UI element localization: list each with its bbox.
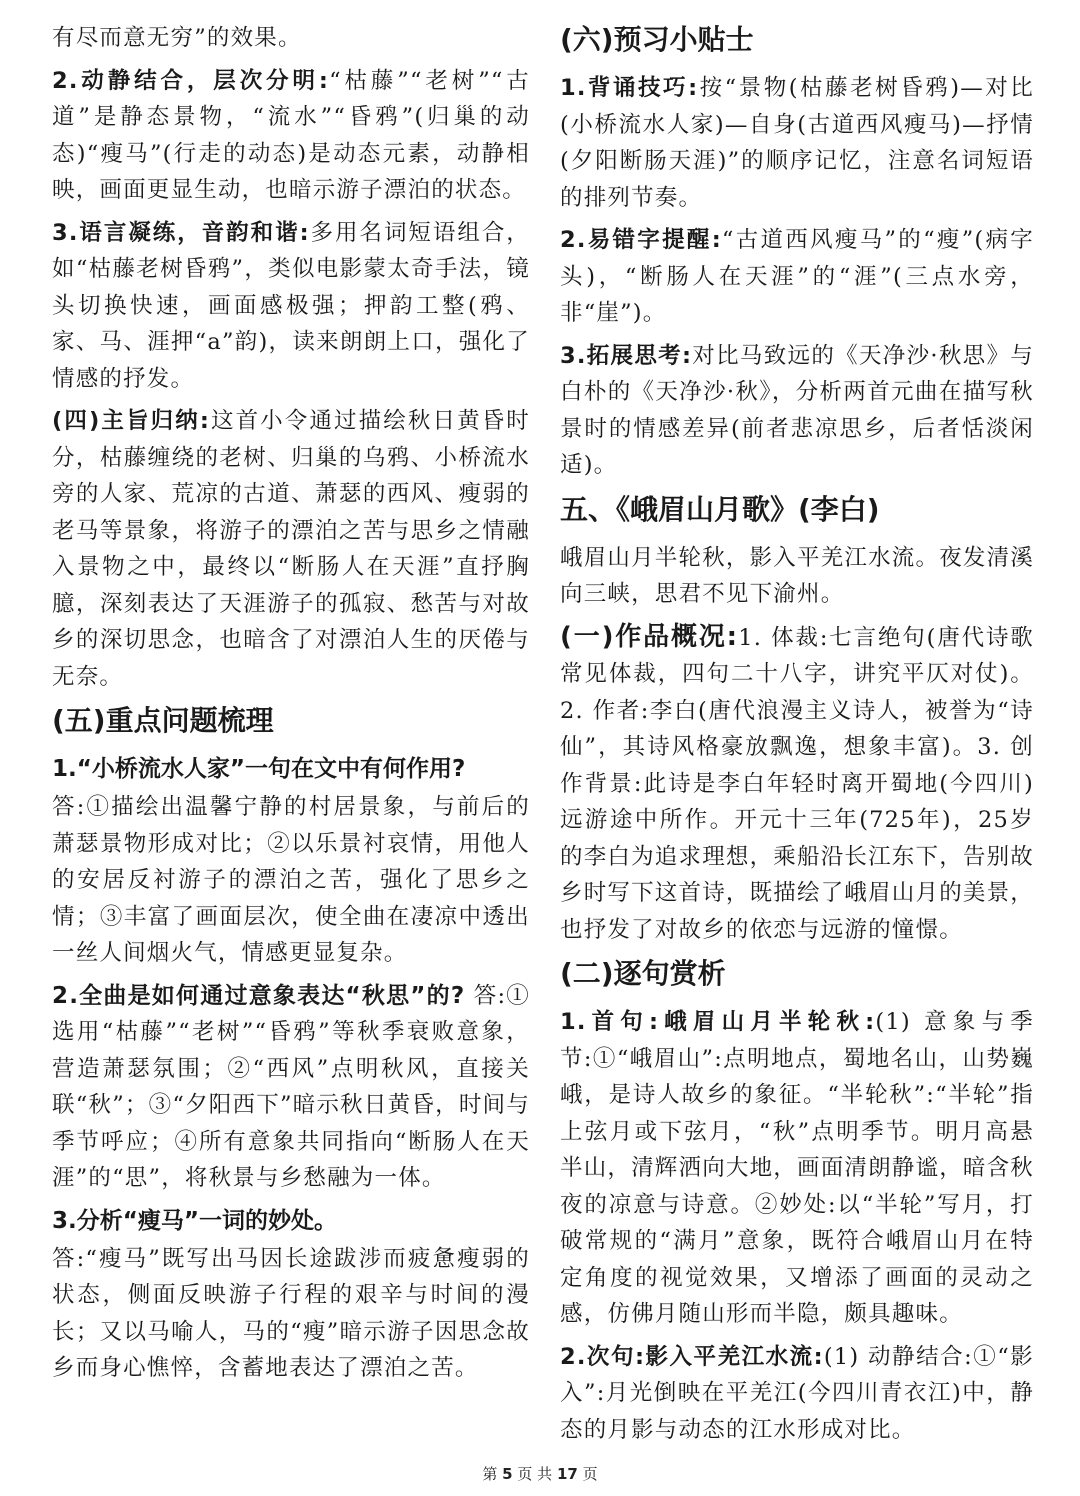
poem-lines: 峨眉山月半轮秋，影入平羌江水流。夜发清溪向三峡，思君不见下渝州。 <box>560 544 1035 607</box>
answer-paragraph <box>52 789 530 972</box>
point-heading: 3.语言凝练，音韵和谐: <box>52 219 310 246</box>
left-column <box>52 20 530 1393</box>
line1-analysis <box>560 1004 1034 1333</box>
paragraph-text: 有尽而意无穷”的效果。 <box>52 25 302 51</box>
analysis-text: (1) 意象与季节:①“峨眉山”:点明地点，蜀地名山，山势巍峨，是诗人故乡的象征。“半轮秋”:“半轮”指上弦月或下弦月，“秋”点明季节。明月高悬半山，清辉洒向大地，画面清朗静谧，暗含秋夜的凉意与诗意。②妙处:以“半轮”写月，打破常规的“满月”意象，既符合峨眉山月在特定角度的视觉效果，又增添了画面的灵动之感，仿佛月随山形而半隐，颇具趣味。 <box>560 1009 1035 1327</box>
poem-text <box>560 540 1034 613</box>
total-pages: 17 <box>556 1465 578 1483</box>
paragraph-language <box>52 215 530 398</box>
page-number: 5 <box>502 1465 513 1483</box>
tip-heading: 3.拓展思考: <box>560 342 693 369</box>
line-heading: 1.首句:峨眉山月半轮秋: <box>560 1009 876 1035</box>
work-overview <box>560 619 1034 949</box>
question-heading: 3.分析“瘦马”一词的妙处。 <box>52 1207 337 1234</box>
overview-text: 1. 体裁:七言绝句(唐代诗歌常见体裁，四句二十八字，讲究平仄对仗)。2. 作者:李白(唐代浪漫主义诗人，被誉为“诗仙”，其诗风格豪放飘逸，想象丰富)。3. 创作背景:此诗是李白年轻时离开蜀地(今四川)远游途中所作。开元十三年(725年)，25岁的李白为追求理想，乘船沿长江东下，告别故乡时写下这首诗，既描绘了峨眉山月的美景，也抒发了对故乡的依恋与远游的憧憬。 <box>560 624 1035 943</box>
footer-middle: 页 共 <box>517 1465 553 1483</box>
paragraph-text: “枯藤”“老树”“古道”是静态景物，“流水”“昏鸦”(归巢的动态)“瘦马”(行走的动态)是动态元素，动静相映，画面更显生动，也暗示游子漂泊的状态。 <box>52 67 530 203</box>
line2-analysis <box>560 1339 1034 1449</box>
answer-text: 答:①选用“枯藤”“老树”“昏鸦”等秋季衰败意象，营造萧瑟氛围；②“西风”点明秋风，直接关联“秋”；③“夕阳西下”暗示秋日黄昏，时间与季节呼应；④所有意象共同指向“断肠人在天涯”的“思”，将秋景与乡愁融为一体。 <box>52 982 530 1191</box>
right-column <box>560 20 1034 1454</box>
tip-text: “古道西风瘦马”的“瘦”(病字头)，“断肠人在天涯”的“涯”(三点水旁，非“崖”)。 <box>560 227 1034 326</box>
analysis-text: (1) 动静结合:①“影入”:月光倒映在平羌江(今四川青衣江)中，静态的月影与动态的江水形成对比。 <box>560 1343 1034 1443</box>
tip-typo <box>560 222 1034 332</box>
answer-text: 答:①描绘出温馨宁静的村居景象，与前后的萧瑟景物形成对比；②以乐景衬哀情，用他人的安居反衬游子的漂泊之苦，强化了思乡之情；③丰富了画面层次，使全曲在凄凉中透出一丝人间烟火气，情感更显复杂。 <box>52 794 530 966</box>
footer-prefix: 第 <box>482 1465 498 1483</box>
answer-paragraph <box>52 1241 530 1387</box>
question-with-answer <box>52 978 530 1197</box>
line-heading: 2.次句:影入平羌江水流: <box>560 1343 824 1370</box>
paragraph-dynamic-static <box>52 63 530 209</box>
section-heading-tips: (六)预习小贴士 <box>560 23 754 56</box>
tip-extend <box>560 338 1034 484</box>
paragraph-continuation <box>52 20 530 57</box>
paragraph-text: 多用名词短语组合，如“枯藤老树昏鸦”，类似电影蒙太奇手法，镜头切换快速，画面感极强；押韵工整(鸦、家、马、涯押“a”韵)，读来朗朗上口，强化了情感的抒发。 <box>52 219 530 392</box>
tip-heading: 2.易错字提醒: <box>560 227 722 253</box>
tip-heading: 1.背诵技巧: <box>560 75 699 101</box>
question-heading: 1.“小桥流水人家”一句在文中有何作用? <box>52 756 466 782</box>
tip-text: 按“景物(枯藤老树昏鸦)—对比(小桥流水人家)—自身(古道西风瘦马)—抒情(夕阳断肠天涯)”的顺序记忆，注意名词短语的排列节奏。 <box>560 75 1035 211</box>
tip-recite <box>560 70 1034 216</box>
paragraph-theme <box>52 403 530 695</box>
section-heading-inline: (四)主旨归纳: <box>52 408 211 434</box>
footer-suffix: 页 <box>582 1465 598 1483</box>
section-heading-line-analysis: (二)逐句赏析 <box>560 957 726 990</box>
question-heading: 2.全曲是如何通过意象表达“秋思”的? <box>52 982 466 1009</box>
page-footer <box>0 1464 1080 1484</box>
point-heading: 2.动静结合，层次分明: <box>52 67 330 94</box>
paragraph-text: 这首小令通过描绘秋日黄昏时分，枯藤缠绕的老树、归巢的乌鸦、小桥流水旁的人家、荒凉的古道、萧瑟的西风、瘦弱的老马等景象，将游子的漂泊之苦与思乡之情融入景物之中，最终以“断肠人在天涯”直抒胸臆，深刻表达了天涯游子的孤寂、愁苦与对故乡的深切思念，也暗含了对漂泊人生的厌倦与无奈。 <box>52 408 530 690</box>
section-heading-key-questions: (五)重点问题梳理 <box>52 704 274 737</box>
section-heading-inline: (一)作品概况: <box>560 621 739 652</box>
answer-text: 答:“瘦马”既写出马因长途跋涉而疲惫瘦弱的状态，侧面反映游子行程的艰辛与时间的漫长；又以马喻人，马的“瘦”暗示游子因思念故乡而身心憔悴，含蓄地表达了漂泊之苦。 <box>52 1245 530 1381</box>
tip-text: 对比马致远的《天净沙·秋思》与白朴的《天净沙·秋》，分析两首元曲在描写秋景时的情感差异(前者悲凉思乡，后者恬淡闲适)。 <box>560 342 1035 478</box>
poem-title-heading: 五、《峨眉山月歌》(李白) <box>560 492 880 526</box>
